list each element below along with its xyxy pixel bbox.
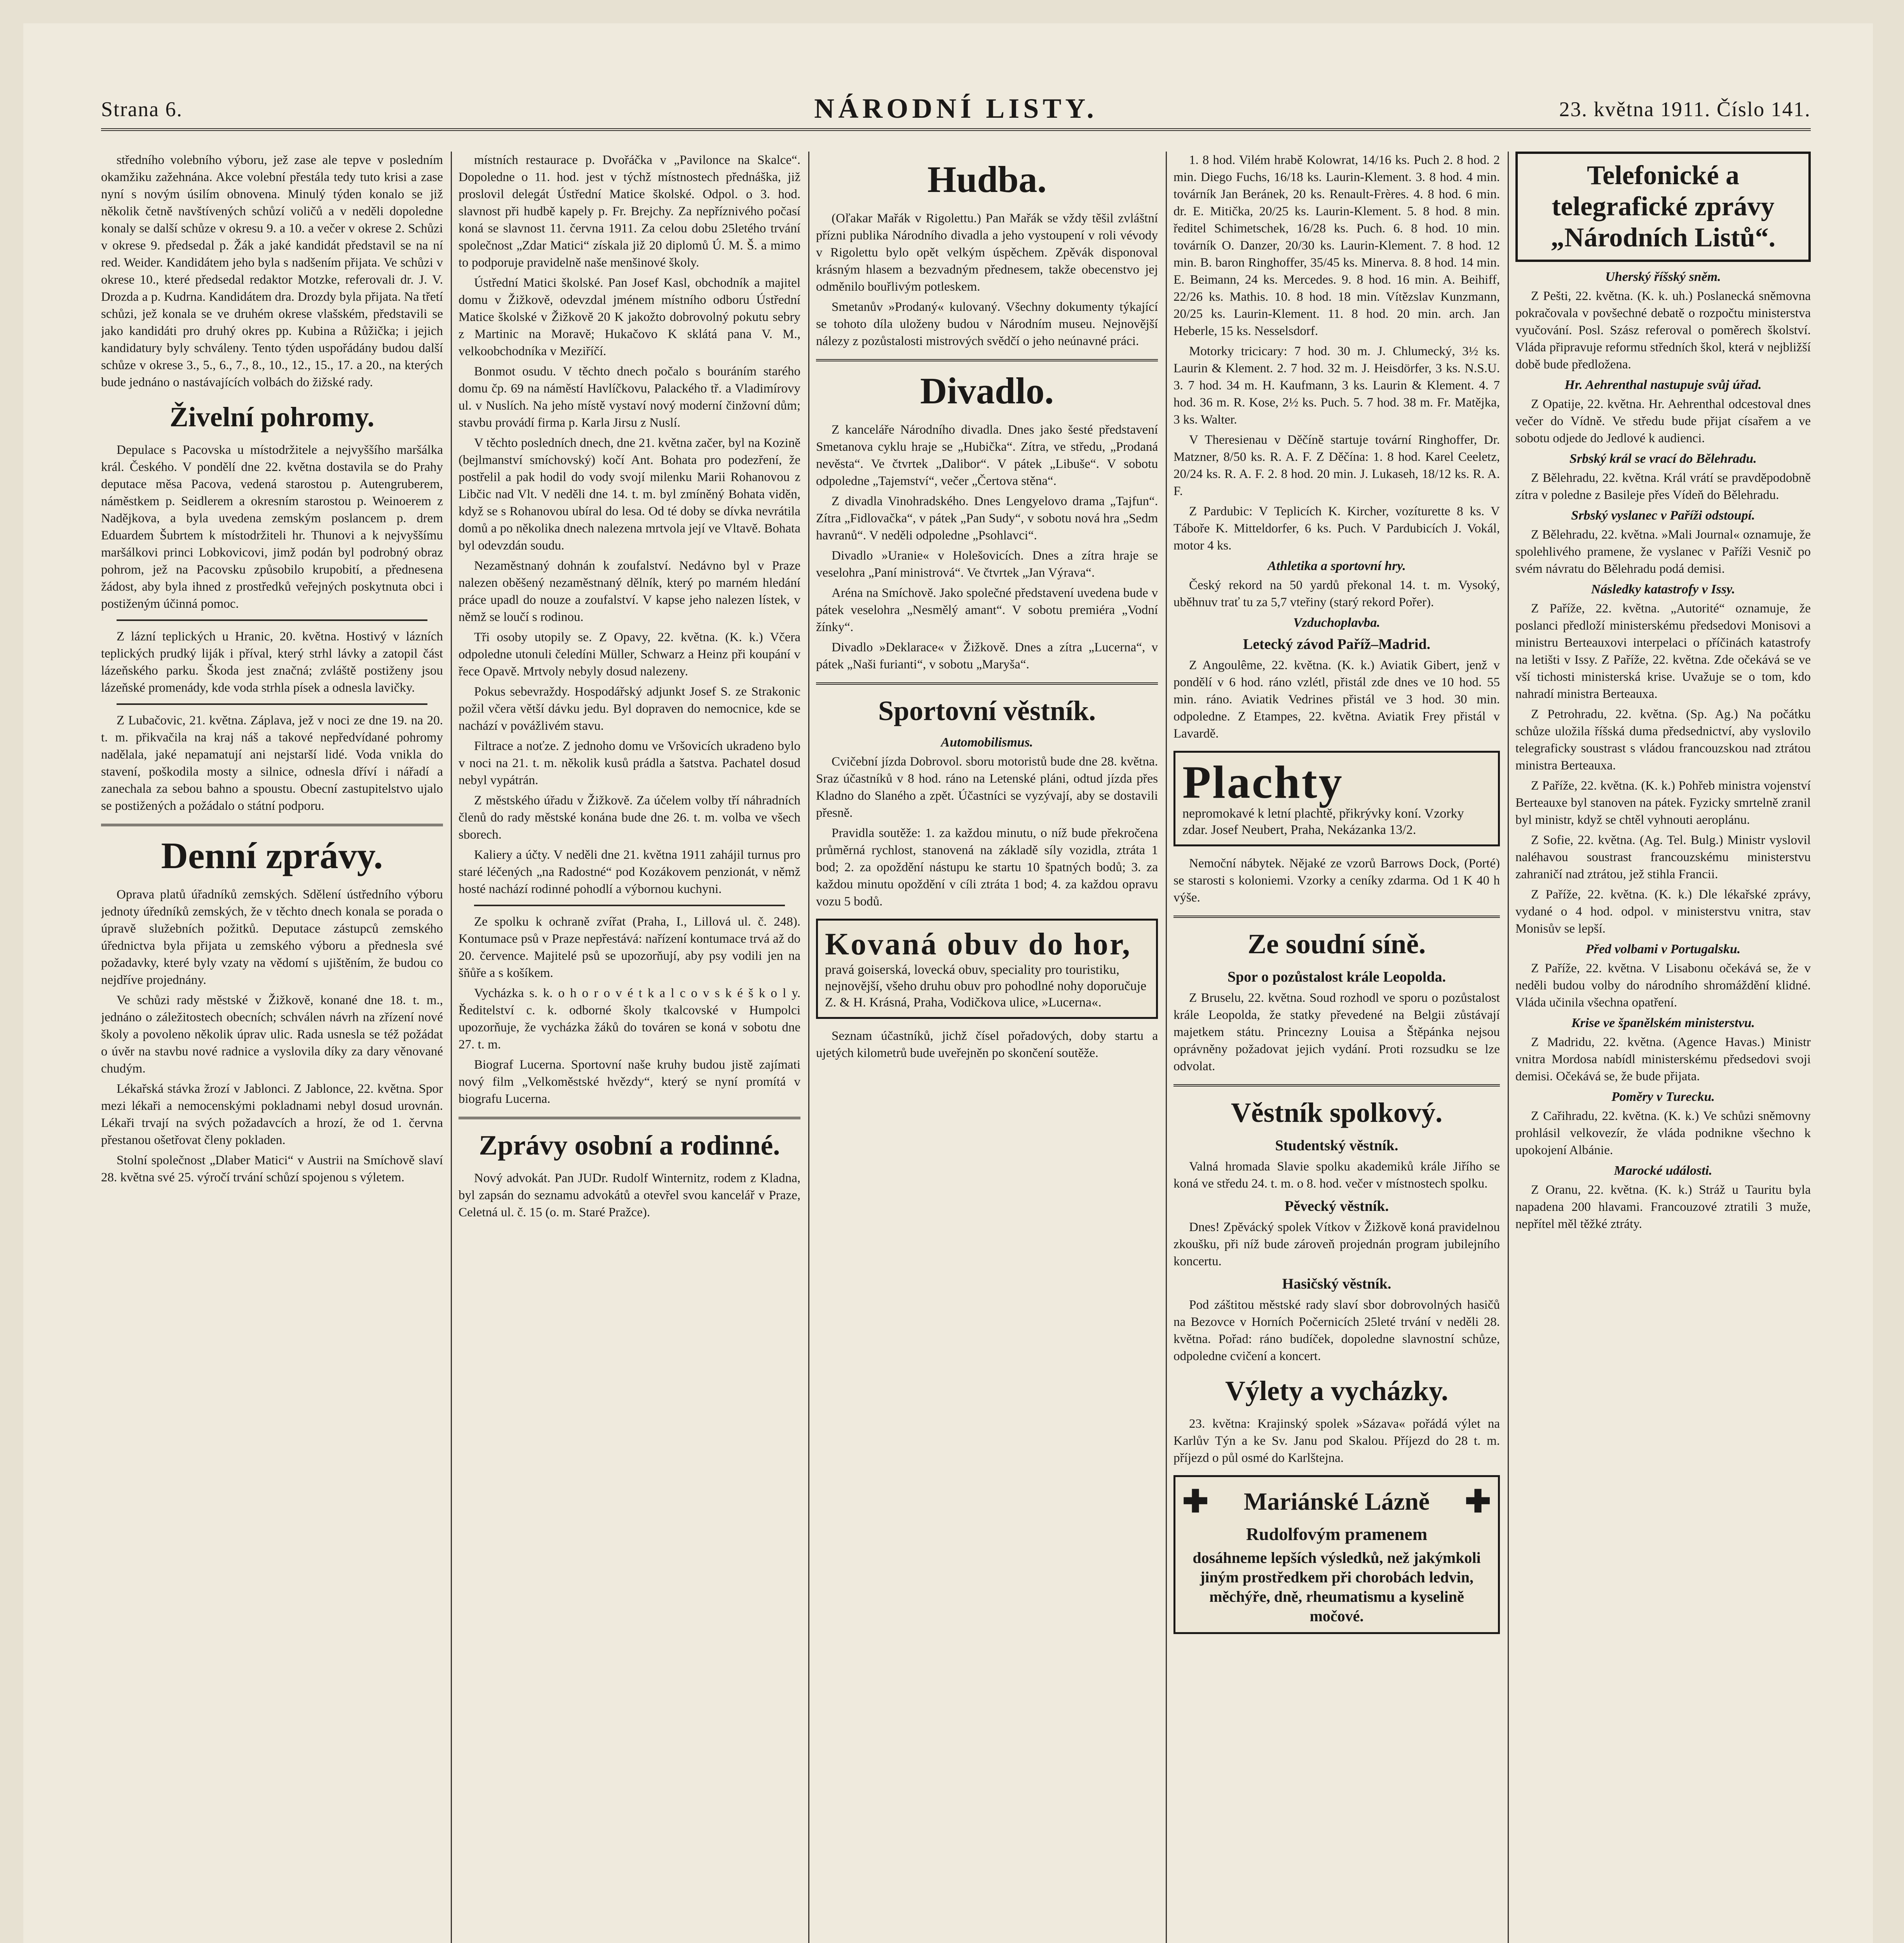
article-text: Valná hromada Slavie spolku akademiků krále Jiřího se koná ve středu 24. t. m. o 8. hod. večer v místnostech spolku. [1173,1160,1500,1191]
subsection-heading: Athletika a sportovní hry. [1268,559,1406,573]
divider [816,682,1158,685]
article-text: Stolní společnost „Dlaber Matici“ v Austrii na Smíchově slaví 28. května své 25. výročí trvání schůzí spojenou s výletem. [101,1153,443,1184]
subsection-heading: Před volbami v Portugalsku. [1585,942,1741,956]
article-heading: Letecký závod Paříž–Madrid. [1243,636,1431,652]
article-text: středního volebního výboru, jež zase ale tepve v posledním okamžiku zažehnána. Akce volební přestála tedy tuto krisi a zase nyní s novým úsilím obnovena. Minulý týden konalo se již několik četně navštívených schůzí voličů a v neděli dopoledne konaly se další schůze v okresu 9. a 10. a večer v okrese 2. Schůzi v okrese 9. předsedal p. Žák a jaké kandidát představil se na ní red. Weider. Kandidátem jeho byla s nadšením přijata. Ve schůzi v okrese 10., které předsedal redaktor Motzke, referovali dr. J. V. Drozda a p. Kudrna. Kandidátem dra. Drozdy byla přijata. Na třetí schůzi, jež konala se ve druhém okrese vlašském, představili se jako kandidáti pro druhý okres pp. Kubina a Růžička; i jejich kandidatury byly schváleny. Tento týden uspořádány budou další schůze v okrese 3., 5., 6., 7., 8., 10., 12., 15., 17. a 20., na kterých bude jednáno o nastávajících volbách do žižské rady. [101,153,443,389]
divider [1173,916,1500,918]
article-text: Pokus sebevraždy. Hospodářský adjunkt Josef S. ze Strakonic požil včera větší dávku jedu. Byl dopraven do nemocnice, kde se nachází v povážlivém stavu. [459,685,800,733]
subsection-heading: Pěvecký věstník. [1284,1198,1389,1214]
divider [459,1117,800,1119]
column-rule [451,152,452,1943]
article-text: Tři osoby utopily se. Z Opavy, 22. května. (K. k.) Včera odpoledne utonuli čeledíni Müller, Schwarz a Heinz při koupání v řece Opavě. Mrtvoly nebyly dosud nalezeny. [459,630,800,678]
article-text: Z Pešti, 22. května. (K. k. uh.) Poslanecká sněmovna pokračovala v povšechné debatě o rozpočtu ministerstva vyučování. Posl. Szász referoval o poměrech školství. Vláda připravuje reformu středních škol, která v nejbližší době bude předložena. [1515,289,1811,372]
section-heading: Ze soudní síně. [1247,928,1426,959]
article-text: Z Paříže, 22. května. „Autorité“ oznamuje, že poslanci předloží ministerskému předsedovi Monisovi a ministru Berteauxovi interpelaci o příčinách katastrofy na letišti v Issy. Z Paříže, 22. května. Zde očekává se ve vší tichosti ministerská krise. Uvažuje se o tom, kdo nahradí ministra Berteauxa. [1515,602,1811,701]
article-text: Z Opatije, 22. května. Hr. Aehrenthal odcestoval dnes večer do Vídně. Ve středu bude přijat císařem a ve sobotu odjede do Jedlové k audienci. [1515,397,1811,445]
article-text: Z divadla Vinohradského. Dnes Lengyelovo drama „Tajfun“. Zítra „Fidlovačka“, v pátek „Pan Sudy“, v sobotu nová hra „Sedm havranů“. V neděli odpoledne „Psohlavci“. [816,494,1158,542]
article-text: Motorky tricicary: 7 hod. 30 m. J. Chlumecký, 3½ ks. Laurin & Klement. 2. 7 hod. 32 m. J. Heisdörfer, 3 ks. N.S.U. 3. 7 hod. 34 m. H. Kaufmann, 3 ks. Laurin & Klement. 4. 7 hod. 36 m. R. Kose, 2½ ks. Puch. 5. 7 hod. 38 m. Fr. Matějka, 3 ks. Walter. [1173,344,1500,427]
ad-text: nepromokavé k letní plachtě, přikrývky koní. Vzorky zdar. Josef Neubert, Praha, Nekázanka 13/2. [1182,806,1464,837]
article-heading: Spor o pozůstalost krále Leopolda. [1227,969,1446,985]
article-text: Z Madridu, 22. května. (Agence Havas.) Ministr vnitra Mordosa nabídl ministerskému předsedovi svoji demisi. Očekává se, že bude přijata. [1515,1035,1811,1083]
article-text: Seznam účastníků, jichž čísel pořadových, doby startu a ujetých kilometrů bude uveřejněn po skončení soutěže. [816,1029,1158,1060]
article-text: Biograf Lucerna. Sportovní naše kruhy budou jistě zajímati nový film „Velkoměstské hvězdy“, který se nyní promítá v biografu Lucerna. [459,1058,800,1106]
article-text: Z Oranu, 22. května. (K. k.) Stráž u Tauritu byla napadena 200 hlavami. Francouzové ztratili 3 muže, nepřítel měl těžké ztráty. [1515,1183,1811,1231]
section-heading: Výlety a vycházky. [1225,1375,1448,1406]
article-text: Pod záštitou městské rady slaví sbor dobrovolných hasičů na Bezovce v Horních Počernicích 25leté trvání v neděli 28. května. Pořad: ráno budíček, dopoledne slavnostní schůze, odpoledne cvičení a koncert. [1173,1298,1500,1363]
article-text: Depulace s Pacovska u místodržitele a nejvyššího maršálka král. Českého. V pondělí dne 22. května dostavila se do Prahy deputace měsa Pacova, vedená starostou p. Autengruberem, náměstkem p. Seidlerem a okresním starostou p. Weinoerem z Nadějkova, a byla uvedena zemským poslancem p. drem Eduardem Šubrtem k místodržiteli hr. Thunovi a k nejvyššímu maršálkovi princi Lobkovicovi, jimž podán byl podrobný obraz pohrom, jež na Pacovsku způsobilo krupobití, a přednesena žádost, aby byla ihned z prostředků veřejných poskytnuta obci i postiženým účinná pomoc. [101,443,443,611]
subsection-heading: Poměry v Turecku. [1611,1090,1715,1104]
subsection-heading: Studentský věstník. [1275,1137,1398,1154]
article-text: Vycházka s. k. o h o r o v é t k a l c o v s k é š k o l y. Ředitelství c. k. odborné školy tkalcovské v Humpolci upozorňuje, že vycházka žáků do továren se koná v sobotu dne 27. t. m. [459,986,800,1052]
newspaper-page [23,23,1873,1943]
subsection-heading: Krise ve španělském ministerstvu. [1571,1016,1755,1030]
article-text: Z městského úřadu v Žižkově. Za účelem volby tří náhradních členů do rady městské konána bude dne 26. t. m. volba ve všech sborech. [459,794,800,842]
column-1 [101,152,443,1943]
subsection-heading: Uherský říšský sněm. [1605,270,1721,284]
article-text: místních restaurace p. Dvořáčka v „Pavilonce na Skalce“. Dopoledne o 11. hod. jest v týchž místnostech přednáška, již proslovil delegát Ústřední Matice školské. Odpol. o 3. hod. slavnost při hudbě kapely p. Fr. Brejchy. Za nepříznivého počasí koná se slavnost 11. června 1911. Za celou dobu 25letého trvání společnost „Zdar Matici“ získala již 20 diplomů Ú. M. Š. a mimo to podporuje pravidelně naše menšinové školy. [459,153,800,270]
advertisement [1173,751,1500,846]
column-rule [1508,152,1509,1943]
article-text: 23. května: Krajinský spolek »Sázava« pořádá výlet na Karlův Týn a ke Sv. Janu pod Skalou. Příjezd do 28 t. m. příjezd o půl osmé do Karlštejna. [1173,1417,1500,1465]
article-text: Z Bělehradu, 22. května. »Mali Journal« oznamuje, že spolehlivého pramene, že vyslanec v Paříži Vesnič po svém návratu do Bělehradu podá demisi. [1515,528,1811,576]
article-text: Divadlo »Deklarace« v Žižkově. Dnes a zítra „Lucerna“, v pátek „Naši furianti“, v sobotu „Maryša“. [816,640,1158,672]
section-heading: Hudba. [927,159,1047,200]
divider [1173,1084,1500,1087]
article-text: 1. 8 hod. Vilém hrabě Kolowrat, 14/16 ks. Puch 2. 8 hod. 2 min. Diego Fuchs, 16/18 ks. Laurin-Klement. 3. 8 hod. 4 min. továrník Jan Beránek, 20 ks. Renault-Frères. 4. 8 hod. 6 min. dr. E. Mitička, 20/25 ks. Laurin-Klement. 5. 8 hod. 8 min. ředitel Schimetschek, 16/28 ks. Puch. 6. 8 hod. 10 min. továrník O. Danzer, 20/30 ks. Laurin-Klement. 7. 8 hod. 12 min. B. baron Ringhoffer, 35/45 ks. Minerva. 8. 8 hod. 14 min. E. Beimann, 24 ks. Mercedes. 9. 8 hod. 16 min. A. Beihiff, 22/26 ks. Mathis. 10. 8 hod. 18 min. Vítězslav Kunzmann, 20/25 ks. Laurin-Klement. 11. 8 hod. 20 min. arch. Jan Heberle, 15 ks. Nesselsdorf. [1173,153,1500,338]
article-text: Smetanův »Prodaný« kulovaný. Všechny dokumenty týkající se tohoto díla uloženy budou v Národním museu. Nejnovější nálezy z pozůstalosti mistrových svědčí o jeho neúnavné práci. [816,300,1158,348]
ad-headline: Kovaná obuv do hor, [825,927,1132,961]
ad-headline: Plachty [1182,756,1344,808]
column-5 [1515,152,1811,1943]
article-text: Aréna na Smíchově. Jako společné představení uvedena bude v pátek veselohra „Nesmělý amant“. V sobotu premiéra „Vodní žínky“. [816,586,1158,634]
article-text: Lékařská stávka žrozí v Jablonci. Z Jablonce, 22. května. Spor mezi lékaři a nemocenskými pokladnami nebyl dosud urovnán. Lékaři trvají na svých požadavcích a hrozí, že od 1. června přestanou ošetřovat členy pokladen. [101,1082,443,1147]
page-number: Strana 6. [101,98,183,121]
article-text: Z Petrohradu, 22. května. (Sp. Ag.) Na počátku schůze uložila říšská duma předsednictví, aby vyslovilo telegraficky soustrast s vládou francouzskou nad ztrátou ministra Berteauxa. [1515,707,1811,773]
divider [474,905,785,906]
column-3 [816,152,1158,1943]
divider [101,824,443,826]
section-heading: Denní zprávy. [161,835,383,876]
article-text: V těchto posledních dnech, dne 21. května začer, byl na Kozině (bejlmanství smíchovský) kočí Ant. Bohata pro podezření, že postřelil a pak hodil do vody svojí milenku Marii Rohanovou z Libčic nad Vlt. V neděli dne 14. t. m. byl zmíněný Bohata viděn, když se s Rohanovou ubíral do lesa. Od té doby se dívka nevrátila domů a po několika dnech nalezena mrtvola její ve Vltavě. Bohata byl odevzdán soudu. [459,436,800,553]
article-text: Z Bruselu, 22. května. Soud rozhodl ve sporu o pozůstalost krále Leopolda, že statky převedené na Belgii zůstávají majetkem státu. Princezny Louisa a Štěpánka nejsou oprávněny požadovat jejich vydání. Proti rozsudku se lze odvolat. [1173,991,1500,1073]
telegraph-section-title: Telefonické a telegrafické zprávy „Národních Listů“. [1515,152,1811,262]
advertisement [816,919,1158,1019]
column-4 [1173,152,1500,1943]
article-text: Ze spolku k ochraně zvířat (Praha, I., Lillová ul. č. 248). Kontumace psů v Praze nepřestává: nařízení kontumace trvá až do 20. července. Majitelé psů se upozorňují, aby psy vodili jen na šňůře a s košíkem. [459,915,800,980]
article-text: Nemoční nábytek. Nějaké ze vzorů Barrows Dock, (Porté) se starosti s koloniemi. Vzorky a ceníky zdarma. Od 1 K 40 h výše. [1173,856,1500,905]
column-rule [808,152,809,1943]
ad-subheadline: Rudolfovým pramenem [1246,1524,1428,1544]
ad-headline: Mariánské Lázně [1243,1488,1430,1515]
page-header [101,85,1811,131]
section-heading: Zprávy osobní a rodinné. [479,1130,780,1161]
article-text: Z Paříže, 22. května. (K. k.) Pohřeb ministra vojenství Berteauxe byl stanoven na pátek. Fyzicky smrtelně zranil byl ministr, když se chtěl vyhnouti aeroplánu. [1515,779,1811,827]
section-heading: Věstník spolkový. [1231,1097,1443,1128]
article-text: Divadlo »Uranie« v Holešovicích. Dnes a zítra hraje se veselohra „Paní ministrová“. Ve čtvrtek „Jan Výrava“. [816,549,1158,580]
article-text: Z lázní teplických u Hranic, 20. května. Hostivý v lázních teplických prudký liják i příval, který strhl lávky a zatopil část lázeňského parku. Škoda jest značná; zvláště postiženy jsou lázeňské promenády, kde voda strhla písek a odnesla lavičky. [101,630,443,695]
subsection-heading: Následky katastrofy v Issy. [1591,582,1735,597]
article-text: Český rekord na 50 yardů překonal 14. t. m. Vysoký, uběhnuv trať tu za 5,7 vteřiny (starý rekord Pořer). [1173,578,1500,609]
column-rule [1166,152,1167,1943]
cross-icon: ✚ [1465,1485,1491,1519]
article-text: Kaliery a účty. V neděli dne 21. května 1911 zahájil turnus pro staré léčených „na Radostné“ pod Kozákovem penzionát, v němž hosté nachází rodinné pohodlí a výbornou kuchyni. [459,848,800,896]
section-heading: Sportovní věstník. [878,695,1096,726]
section-heading: Divadlo. [920,370,1054,412]
article-text: Ve schůzi rady městské v Žižkově, konané dne 18. t. m., jednáno o záležitostech obecních; schválen návrh na zřízení nové školy a povoleno několik úprav ulic. Rada usnesla se též požádat o úvěr na stavbu nové radnice a vyslovila díky za dary věnované chudým. [101,993,443,1076]
article-text: Nový advokát. Pan JUDr. Rudolf Winternitz, rodem z Kladna, byl zapsán do seznamu advokátů a otevřel svou kancelář v Praze, Celetná ul. č. 15 (o. m. Staré Pražce). [459,1171,800,1219]
article-text: Dnes! Zpěvácký spolek Vítkov v Žižkově koná pravidelnou zkoušku, při níž bude zároveň projednán program jubilejního koncertu. [1173,1220,1500,1268]
article-text: Z Sofie, 22. května. (Ag. Tel. Bulg.) Ministr vyslovil naléhavou soustrast francouzskému ministerstvu zahraničí nad ztrátou, jež stihla Francii. [1515,833,1811,881]
divider [117,619,427,621]
article-text: Z Angoulême, 22. května. (K. k.) Aviatik Gibert, jenž v pondělí v 6 hod. ráno vzlétl, přistál zde dnes ve 10 hod. 55 min. ráno. Aviatik Vedrines přistál ve 3 hod. 30 min. odpoledne. Z Etampes, 22. května. Aviatik Frey přistál v Lavardě. [1173,658,1500,741]
article-text: Nezaměstnaný dohnán k zoufalství. Nedávno byl v Praze nalezen oběšený nezaměstnaný dělník, který po marném hledání práce upadl do nouze a zoufalství. V kapse jeho nalezen lístek, v němž se loučí s rodinou. [459,559,800,624]
article-text: Z Paříže, 22. května. V Lisabonu očekává se, že v neděli budou volby do národního shromáždění klidné. Vláda učinila všechna opatření. [1515,961,1811,1010]
subsection-heading: Hasičský věstník. [1282,1276,1391,1292]
divider [117,703,427,705]
subsection-heading: Hr. Aehrenthal nastupuje svůj úřad. [1564,378,1762,392]
article-text: V Theresienau v Děčíně startuje tovární Ringhoffer, Dr. Matzner, 8/50 ks. R. A. F. Z Děčína: 1. 8 hod. Karel Ceeletz, 20/24 ks. R. A. F. 2. 8 hod. 20 min. J. Lukaseh, 18/12 ks. R. A. F. [1173,433,1500,498]
divider [816,359,1158,361]
article-text: Cvičební jízda Dobrovol. sboru motoristů bude dne 28. května. Sraz účastníků v 8 hod. ráno na Letenské pláni, odtud jízda přes Kladno do Slaného a zpět. Účastníci se vyzývají, aby se dostavili přesně. [816,755,1158,820]
column-2 [459,152,800,1943]
issue-date: 23. května 1911. Číslo 141. [1559,98,1811,121]
cross-icon: ✚ [1182,1485,1209,1519]
subsection-heading: Srbský vyslanec v Paříži odstoupí. [1571,508,1755,523]
article-text: Z Paříže, 22. května. (K. k.) Dle lékařské zprávy, vydané o 4 hod. odpol. v ministerstvu vnitra, stav Monisův se lepší. [1515,888,1811,936]
article-text: Filtrace a noťze. Z jednoho domu ve Vršovicích ukradeno bylo v noci na 21. t. m. několik kusů prádla a šatstva. Pachatel dosud nebyl vypátrán. [459,739,800,787]
masthead-title: NÁRODNÍ LISTY. [814,93,1098,124]
article-text: Z Lubačovic, 21. května. Záplava, jež v noci ze dne 19. na 20. t. m. přikvačila na kraj náš a takové nepředvídané pohromy nadělala, jaké nepamatují ani nejstarší lidé. Voda vnikla do stavení, poškodila mosty a silnice, odnesla dříví i nářadí a zanechala za sebou bahno a spoustu. Obecní zastupitelstvo ujalo se postižených a požádalo o státní podporu. [101,713,443,813]
advertisement [1173,1475,1500,1634]
article-text: Z kanceláře Národního divadla. Dnes jako šesté představení Smetanova cyklu hraje se „Hubička“. Zítra, ve středu, „Prodaná nevěsta“. Ve čtvrtek „Dalibor“. V pátek „Libuše“. V sobotu odpoledne „Tajemství“, večer „Čertova stěna“. [816,423,1158,488]
subsection-heading: Srbský král se vrací do Bělehradu. [1569,452,1757,466]
article-text: Oprava platů úřadníků zemských. Sdělení ústředního výboru jednoty úředníků zemských, že v těchto dnech konala se porada o úpravě služebních požitků. Deputace zástupců zemského úřednictva byla přijata u zemského výboru a přednesla své požadavky, které byly vzaty na vědomí s ujištěním, že budou co nejdříve projednány. [101,888,443,987]
ad-text: dosáhneme lepších výsledků, než jakýmkoli jiným prostředkem při chorobách ledvin, měchýře, dně, rheumatismu a kyselině močové. [1193,1549,1481,1625]
article-text: Bonmot osudu. V těchto dnech počalo s bouráním starého domu čp. 69 na náměstí Havlíčkovu, Palackého tř. a Vladimírovy ul. v Nuslích. Na jeho místě vystaví nový moderní činžovní dům; stavbu provádí firma p. Karla Jirsu z Nuslí. [459,365,800,430]
section-heading: Živelní pohromy. [169,401,375,433]
article-text: Z Cařihradu, 22. května. (K. k.) Ve schůzi sněmovny prohlásil velkovezír, že vláda podnikne všechno k upokojení Albánie. [1515,1109,1811,1157]
article-text: Ústřední Matici školské. Pan Josef Kasl, obchodník a majitel domu v Žižkově, odevzdal jménem místního odboru Ústřední Matice školské v Žižkově 20 K jakožto dobrovolný pokutu sebry z Martinic na Moravě; Hukačovo K sklátá pana V. M., velkoobchodníka v Meziříčí. [459,276,800,358]
article-text: Pravidla soutěže: 1. za každou minutu, o níž bude překročena průměrná rychlost, stanovená na základě síly vozidla, ztráta 1 bod; 2. za opoždění nástupu ke startu 10 špatných bodů; 3. za každou minutu opoždění v cíli ztráta 1 bod; 4. za každou opravu vozu 5 bodů. [816,826,1158,909]
ad-text: pravá goiserská, lovecká obuv, speciality pro touristiku, nejnovější, všeho druhu obuv pro pohodlné nohy doporučuje Z. & H. Krásná, Praha, Vodičkova ulice, »Lucerna«. [825,963,1147,1010]
article-text: (Oľakar Mařák v Rigolettu.) Pan Mařák se vždy těšil zvláštní přízni publika Národního divadla a jeho vystoupení v roli vévody v Rigolettu bylo opět velkým úspěchem. Zpěvák disponoval krásným hlasem a bezvadným přednesem, takže obecenstvo jej odměnilo bouřlivým potleskem. [816,211,1158,294]
article-text: Z Pardubic: V Teplicích K. Kircher, vozíturette 8 ks. V Táboře K. Mitteldorfer, 6 ks. Puch. V Pardubicích J. Vokál, motor 4 ks. [1173,504,1500,553]
subsection-heading: Marocké události. [1614,1163,1712,1178]
article-text: Z Bělehradu, 22. května. Král vrátí se pravděpodobně zítra v poledne z Basileje přes Vídeň do Bělehradu. [1515,471,1811,502]
subsection-heading: Automobilismus. [941,735,1033,750]
subsection-heading: Vzduchoplavba. [1293,616,1380,630]
